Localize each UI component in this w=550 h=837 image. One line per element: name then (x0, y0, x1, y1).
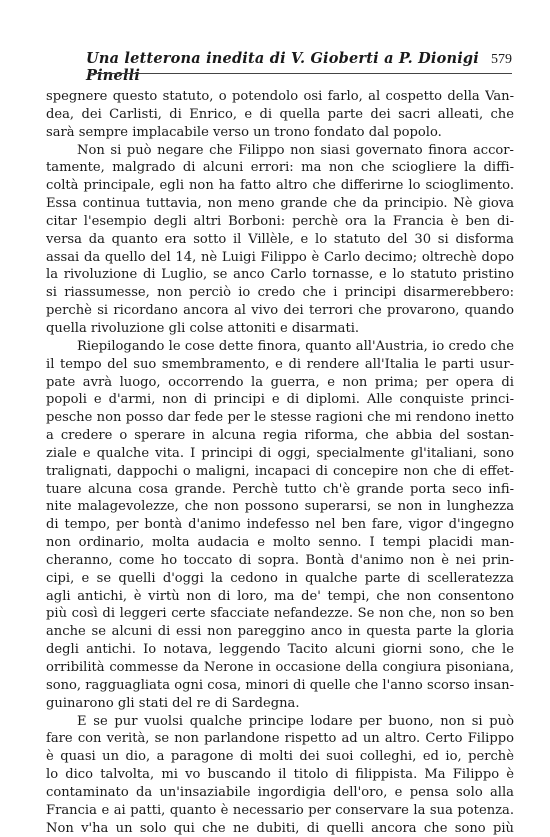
text-line: perchè si ricordano ancora al vivo dei terrori che provarono, quando (46, 303, 514, 319)
text-line: orribilità commesse da Nerone in occasione della congiura pisoniana, (46, 660, 514, 675)
text-line: non ordinario, molta audacia e molto senno. I tempi placidi man- (46, 535, 514, 551)
text-line: si riassumesse, non perciò io credo che i principi disarmerebbero: (46, 285, 514, 301)
text-line: anche se alcuni di essi non pareggino anco in questa parte la gloria (46, 624, 514, 640)
text-line: assai da quello del 14, nè Luigi Filippo è Carlo decimo; oltrechè dopo (46, 249, 514, 265)
text-line: citar l'esempio degli altri Borboni: perchè ora la Francia è ben di- (46, 213, 514, 229)
text-line: nite malagevolezze, che non possono superarsi, se non in lunghezza (46, 499, 514, 515)
text-line: è quasi un dio, a paragone di molti dei suoi colleghi, ed io, perchè (46, 749, 514, 765)
text-line: sono, ragguagliata ogni cosa, minori di quelle che l'anno scorso insan- (46, 677, 514, 693)
text-line: pate avrà luogo, occorrendo la guerra, e non prima; per opera di (46, 374, 514, 390)
text-line: agli antichi, è virtù non di loro, ma de' tempi, che non consentono (46, 588, 514, 604)
page-number: 579 (491, 52, 512, 67)
text-line: popoli e d'armi, non di principi e di diplomi. Alle conquiste princi- (46, 392, 514, 408)
text-line: degli antichi. Io notava, leggendo Tacito alcuni giorni sono, che le (46, 642, 514, 658)
text-line: sarà sempre implacabile verso un trono fondato dal popolo. (46, 124, 442, 140)
text-line: spegnere questo statuto, o potendolo osi farlo, al cospetto della Van- (46, 89, 514, 104)
text-line: quella rivoluzione gli colse attoniti e disarmati. (46, 320, 360, 336)
body-text (46, 88, 514, 837)
running-title: Una letterona inedita di V. Gioberti a P. Dionigi Pinelli (86, 50, 479, 84)
text-line: Non v'ha un solo qui che ne dubiti, di quelli ancora che sono più (46, 820, 514, 836)
text-line: cheranno, come ho toccato di sopra. Bontà d'animo non è nei prin- (46, 552, 514, 568)
text-line: cipi, e se quelli d'oggi la cedono in qualche parte di scelleratezza (46, 570, 514, 586)
text-line: coltà principale, egli non ha fatto altro che differirne lo scioglimento. (46, 178, 514, 194)
text-line: pesche non posso dar fede per le stesse ragioni che mi rendono inetto (46, 410, 514, 426)
text-line: versa da quanto era sotto il Villèle, e lo statuto del 30 si disforma (46, 231, 514, 247)
text-line: Essa continua tuttavia, non meno grande che da principio. Nè giova (46, 196, 514, 212)
text-line: fare con verità, se non parlandone rispetto ad un altro. Certo Filippo (46, 731, 514, 747)
header-rule (88, 73, 512, 74)
text-line: lo dico talvolta, mi vo buscando il titolo di filippista. Ma Filippo è (46, 767, 514, 783)
text-line: contaminato da un'insaziabile ingordigia dell'oro, e pensa solo alla (46, 784, 514, 800)
text-line: ziale e qualche vita. I principi di oggi, specialmente gl'italiani, sono (46, 445, 514, 461)
text-line: dea, dei Carlisti, di Enrico, e di quella parte dei sacri alleati, che (46, 106, 514, 122)
running-header (86, 50, 512, 84)
text-line: Riepilogando le cose dette finora, quanto all'Austria, io credo che (77, 338, 514, 354)
text-line: di tempo, per bontà d'animo indefesso nel ben fare, vigor d'ingegno (46, 517, 514, 533)
text-line: tralignati, dappochi o maligni, incapaci di concepire non che di effet- (46, 463, 514, 479)
text-line: Non si può negare che Filippo non siasi governato finora accor- (77, 142, 514, 158)
text-line: tuare alcuna cosa grande. Perchè tutto ch'è grande porta seco infi- (46, 481, 514, 497)
text-line: più così di leggeri certe sfacciate nefandezze. Se non che, non so ben (46, 606, 514, 622)
text-line: la rivoluzione di Luglio, se anco Carlo tornasse, e lo statuto pristino (46, 267, 514, 283)
text-line: guinarono gli stati del re di Sardegna. (46, 695, 300, 711)
text-line: Francia e ai patti, quanto è necessario per conservare la sua potenza. (46, 802, 514, 818)
text-line: il tempo del suo smembramento, e di rendere all'Italia le parti usur- (46, 356, 514, 372)
text-line: tamente, malgrado di alcuni errori: ma non che sciogliere la diffi- (46, 160, 514, 176)
text-line: a credere o sperare in alcuna regia riforma, che abbia del sostan- (46, 428, 514, 444)
text-line: E se pur vuolsi qualche principe lodare per buono, non si può (77, 713, 514, 729)
